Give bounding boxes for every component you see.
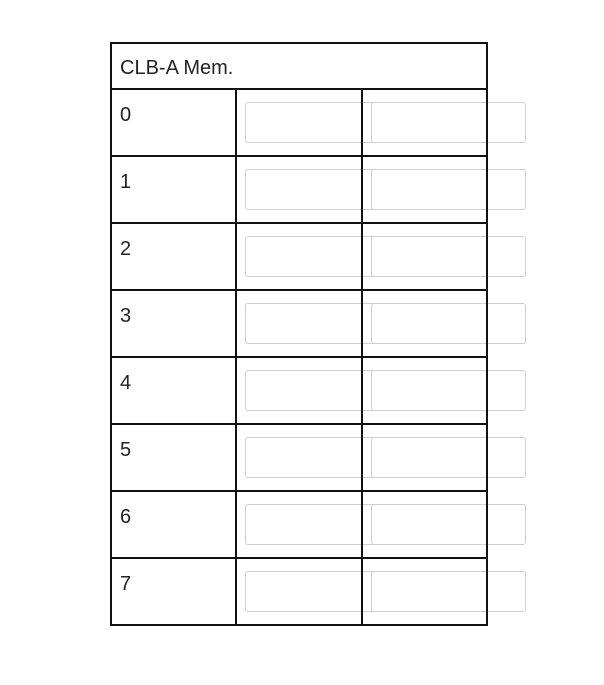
memory-row-3 bbox=[111, 290, 487, 357]
memory-input-0-b[interactable] bbox=[371, 102, 526, 143]
memory-row-0 bbox=[111, 89, 487, 156]
memory-input-7-b[interactable] bbox=[371, 571, 526, 612]
row-index: 5 bbox=[111, 424, 236, 491]
cell-a bbox=[236, 357, 361, 424]
cell-a bbox=[236, 290, 361, 357]
memory-row-2 bbox=[111, 223, 487, 290]
cell-b bbox=[362, 223, 487, 290]
table-title: CLB-A Mem. bbox=[111, 43, 487, 89]
cell-a bbox=[236, 89, 361, 156]
cell-a bbox=[236, 156, 361, 223]
memory-input-6-b[interactable] bbox=[371, 504, 526, 545]
row-index: 0 bbox=[111, 89, 236, 156]
cell-b bbox=[362, 357, 487, 424]
cell-b bbox=[362, 491, 487, 558]
row-index: 7 bbox=[111, 558, 236, 625]
row-index: 2 bbox=[111, 223, 236, 290]
memory-input-1-b[interactable] bbox=[371, 169, 526, 210]
clb-memory-table bbox=[110, 42, 488, 626]
memory-row-5 bbox=[111, 424, 487, 491]
row-index: 4 bbox=[111, 357, 236, 424]
memory-input-2-b[interactable] bbox=[371, 236, 526, 277]
row-index: 6 bbox=[111, 491, 236, 558]
cell-b bbox=[362, 290, 487, 357]
cell-a bbox=[236, 491, 361, 558]
cell-b bbox=[362, 558, 487, 625]
row-index: 1 bbox=[111, 156, 236, 223]
memory-input-5-b[interactable] bbox=[371, 437, 526, 478]
memory-row-1 bbox=[111, 156, 487, 223]
memory-input-4-b[interactable] bbox=[371, 370, 526, 411]
cell-a bbox=[236, 424, 361, 491]
cell-b bbox=[362, 424, 487, 491]
memory-row-4 bbox=[111, 357, 487, 424]
memory-input-3-b[interactable] bbox=[371, 303, 526, 344]
memory-row-6 bbox=[111, 491, 487, 558]
cell-b bbox=[362, 89, 487, 156]
memory-row-7 bbox=[111, 558, 487, 625]
table-header-row bbox=[111, 43, 487, 89]
cell-a bbox=[236, 558, 361, 625]
cell-b bbox=[362, 156, 487, 223]
cell-a bbox=[236, 223, 361, 290]
row-index: 3 bbox=[111, 290, 236, 357]
